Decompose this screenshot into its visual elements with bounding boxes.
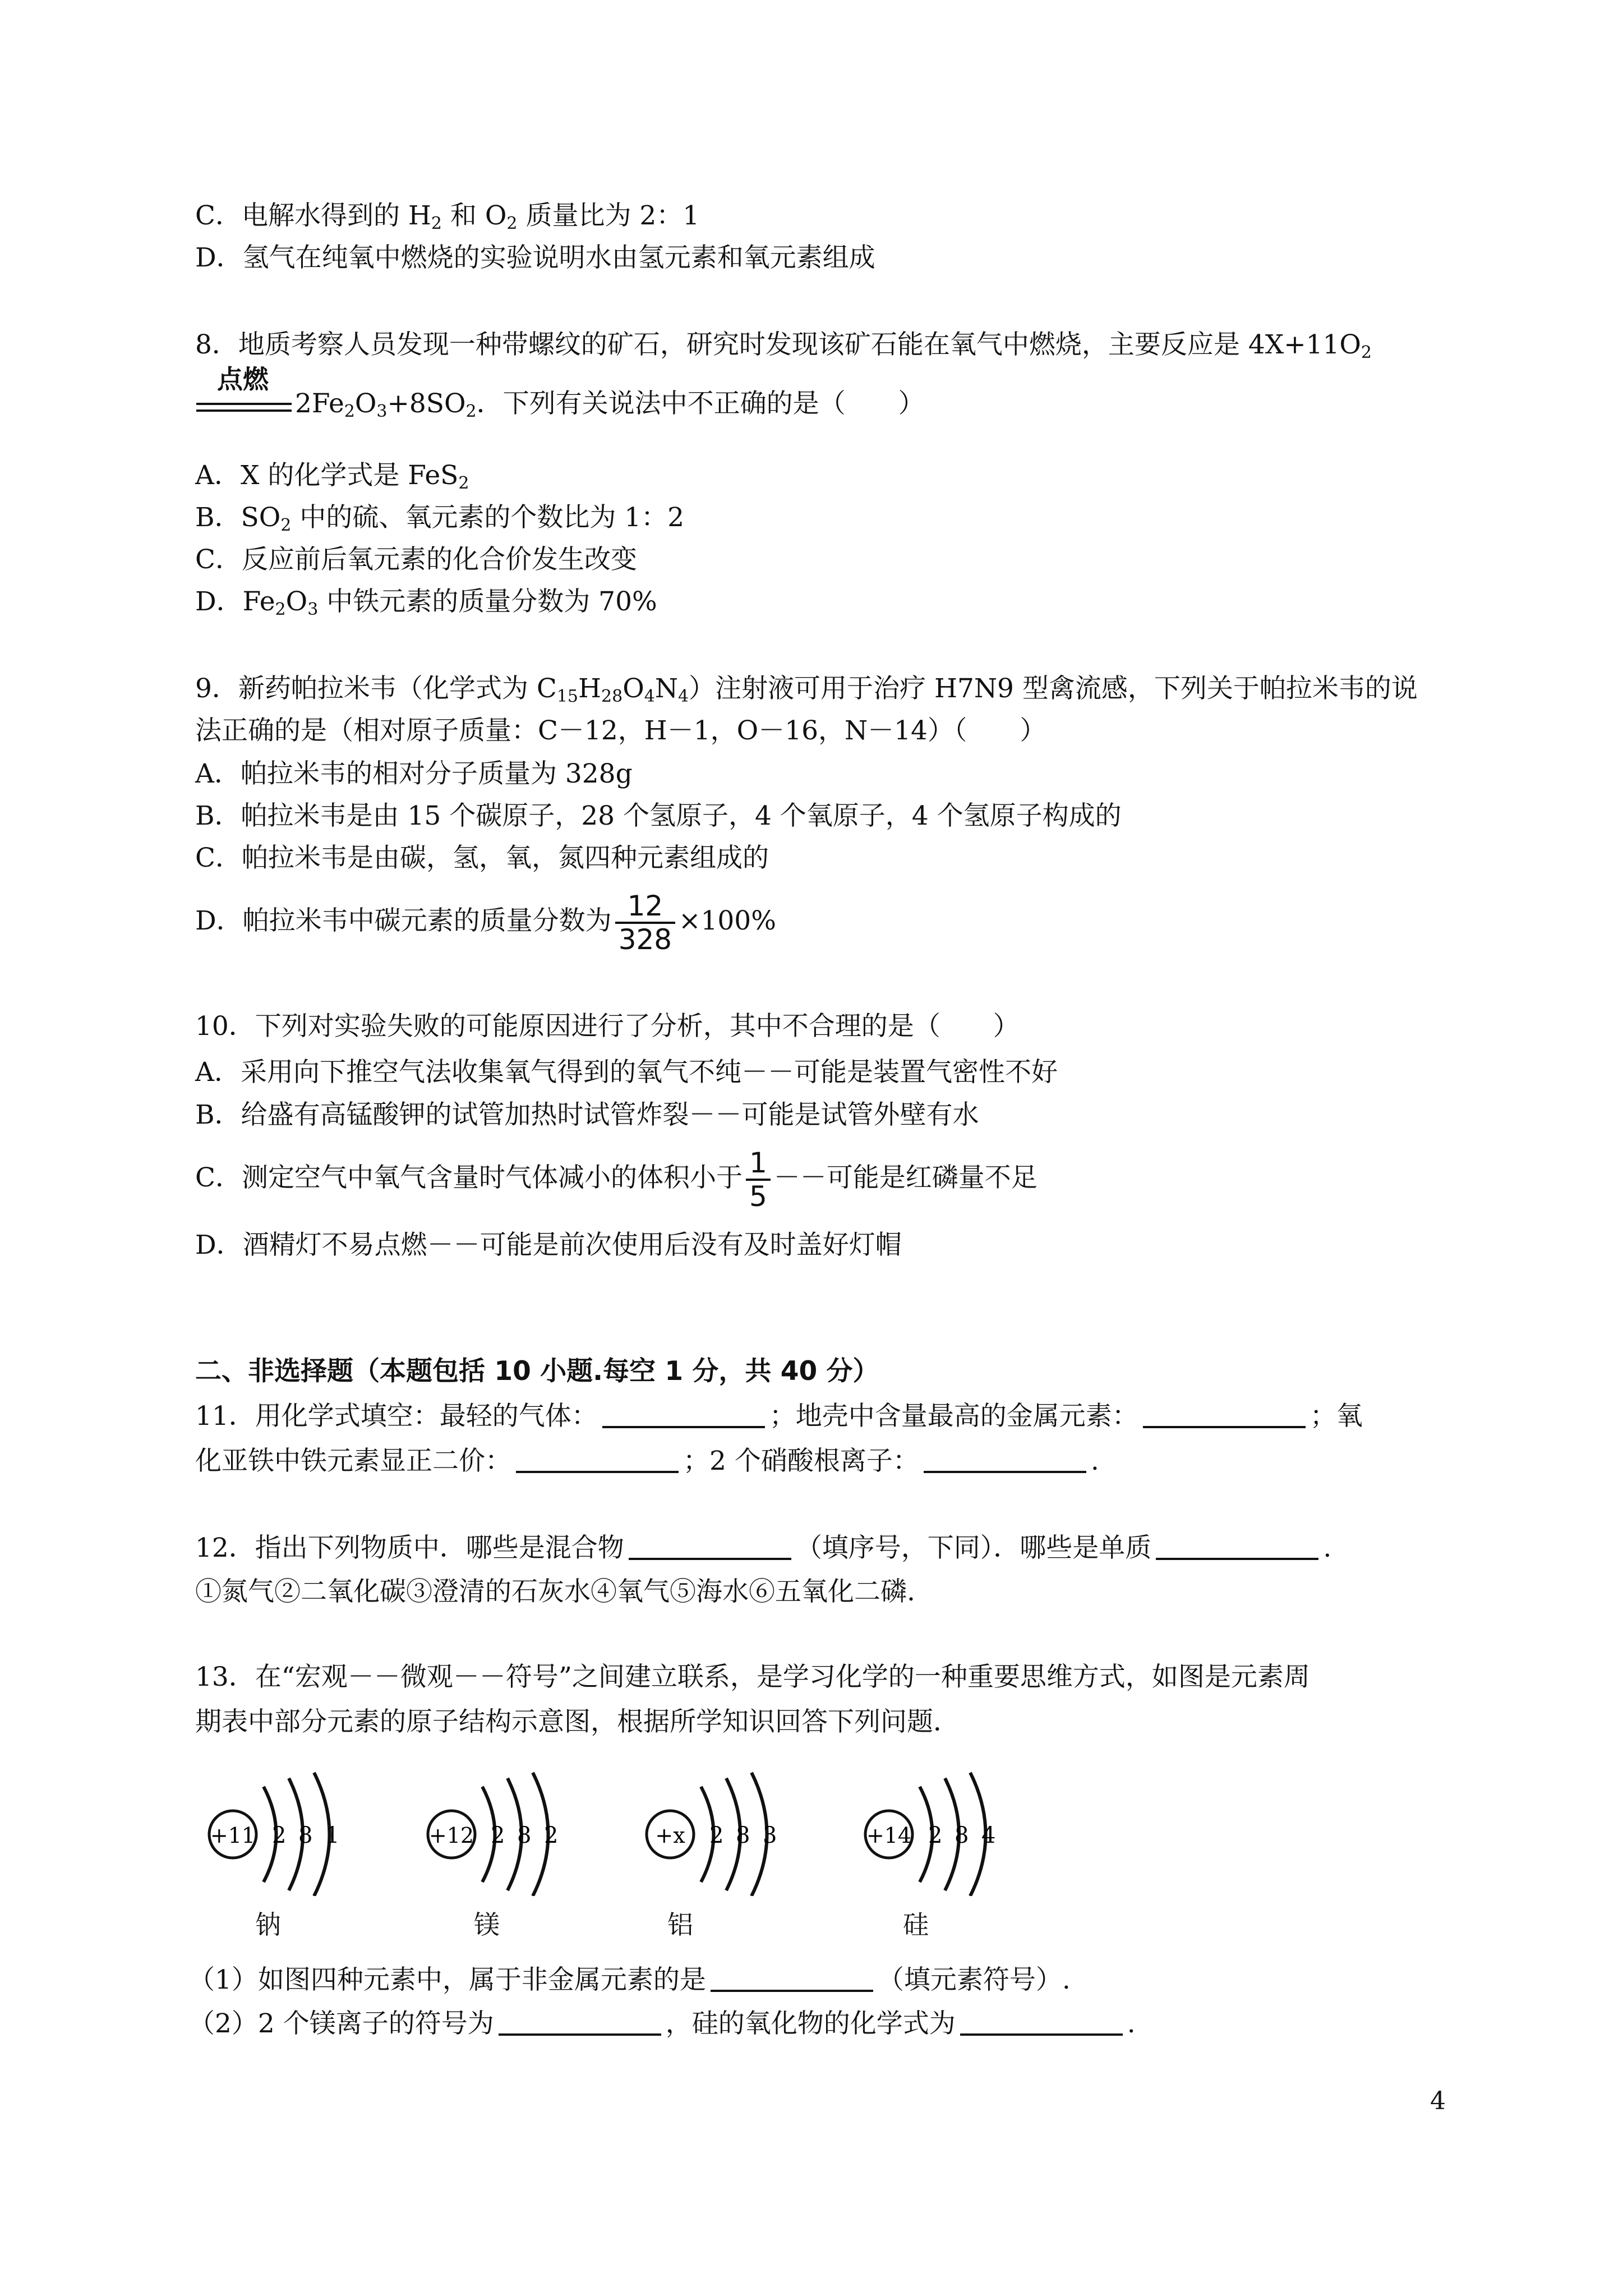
atom-name-sodium: 钠 [255,1910,281,1940]
atom-magnesium-diagram [428,1773,558,1896]
shell-electrons: 8 [736,1823,750,1848]
q12-line2: ①氮气②二氧化碳③澄清的石灰水④氧气⑤海水⑥五氧化二磷. [195,1576,915,1607]
q9-stem-line2: 法正确的是（相对原子质量：C－12，H－1，O－16，N－14）（ ） [195,715,1046,746]
atom-structure-diagrams [191,1761,1144,1896]
nucleus-charge: +x [655,1823,685,1848]
q9-option-d: D．帕拉米韦中碳元素的质量分数为 $\frac{12}{328}$ ×100% [195,890,776,956]
q10-option-b: B．给盛有高锰酸钾的试管加热时试管炸裂－－可能是试管外壁有水 [195,1099,979,1130]
q8-option-d: D．$Fe_2O_3$ 中铁元素的质量分数为 70% [195,586,657,619]
nucleus-charge: +11 [210,1823,256,1848]
q12-blank-2[interactable] [1156,1533,1318,1560]
atom-name-magnesium: 镁 [474,1910,500,1940]
q8-option-c: C．反应前后氧元素的化合价发生改变 [195,544,637,575]
shell-electrons: 2 [709,1823,724,1848]
atom-aluminum-diagram [647,1773,777,1896]
shell-electrons: 4 [981,1823,996,1848]
q10-fraction: $\frac{1}{5}$ [746,1147,771,1212]
q8-reaction-condition: 点燃 [217,364,269,394]
atom-silicon-diagram [865,1773,995,1896]
q8-option-b: B．$SO_2$ 中的硫、氧元素的个数比为 1：2 [195,502,685,535]
q11-blank-3[interactable] [516,1446,679,1473]
shell-electrons: 2 [491,1823,505,1848]
shell-electrons: 8 [517,1823,532,1848]
shell-electrons: 2 [928,1823,943,1848]
q13-blank-3[interactable] [960,2009,1123,2036]
q11-blank-4[interactable] [924,1446,1086,1473]
q11-line2: 化亚铁中铁元素显正二价： ；2 个硝酸根离子： . [195,1446,1099,1476]
q7-option-c: C．电解水得到的 $H_2$ 和 $O_2$ 质量比为 2：1 [195,200,700,233]
q12-line1: 12．指出下列物质中．哪些是混合物 （填序号，下同）．哪些是单质 . [195,1533,1332,1563]
q12-blank-1[interactable] [629,1533,791,1560]
q11-line1: 11．用化学式填空：最轻的气体： ；地壳中含量最高的金属元素： ；氧 [195,1401,1363,1432]
q13-stem-line1: 13．在“宏观－－微观－－符号”之间建立联系，是学习化学的一种重要思维方式，如图是元素周 [195,1662,1310,1692]
shell-electrons: 1 [325,1823,340,1848]
q9-option-b: B．帕拉米韦是由 15 个碳原子，28 个氢原子，4 个氧原子，4 个氢原子构成的 [195,800,1122,831]
shell-electrons: 2 [272,1823,287,1848]
q9-fraction: $\frac{12}{328}$ [615,890,675,955]
q11-blank-2[interactable] [1143,1401,1306,1428]
q7-option-d: D．氢气在纯氧中燃烧的实验说明水由氢元素和氧元素组成 [195,242,875,273]
q9-stem-line1: 9．新药帕拉米韦（化学式为 $C_{15}H_{28}O_4N_4$）注射液可用于治疗 H7N9 型禽流感，下列关于帕拉米韦的说 [195,673,1418,706]
section-2-title: 二、非选择题（本题包括 10 小题.每空 1 分，共 40 分） [195,1356,879,1387]
q10-option-d: D．酒精灯不易点燃－－可能是前次使用后没有及时盖好灯帽 [195,1230,902,1260]
atom-name-aluminum: 铝 [667,1910,693,1940]
q13-blank-2[interactable] [499,2009,661,2036]
atom-name-silicon: 硅 [903,1910,929,1940]
q13-subquestion-1: （1）如图四种元素中，属于非金属元素的是 （填元素符号）. [188,1964,1071,1995]
q13-subquestion-2: （2）2 个镁离子的符号为 ，硅的氧化物的化学式为 . [188,2008,1136,2039]
nucleus-charge: +12 [428,1823,474,1848]
q11-blank-1[interactable] [602,1401,765,1428]
q8-equation-bar-top [196,403,292,405]
nucleus-charge: +14 [866,1823,912,1848]
q8-stem-line1: 8．地质考察人员发现一种带螺纹的矿石，研究时发现该矿石能在氧气中燃烧，主要反应是 $4X+11O_2$ [195,329,1372,362]
q10-option-a: A．采用向下推空气法收集氧气得到的氧气不纯－－可能是装置气密性不好 [195,1057,1058,1088]
q8-equation-bar-bottom [196,409,292,412]
page-number: 4 [1430,2087,1446,2115]
q10-stem: 10．下列对实验失败的可能原因进行了分析，其中不合理的是（ ） [195,1011,1020,1042]
q10-option-c: C．测定空气中氧气含量时气体减小的体积小于 $\frac{1}{5}$ －－可能是红磷量不足 [195,1147,1038,1213]
shell-electrons: 2 [544,1823,559,1848]
q13-stem-line2: 期表中部分元素的原子结构示意图，根据所学知识回答下列问题． [195,1706,960,1737]
q8-option-a: A．X 的化学式是 FeS$_2$ [195,460,469,493]
shell-electrons: 8 [955,1823,969,1848]
shell-electrons: 8 [298,1823,313,1848]
q9-option-a: A．帕拉米韦的相对分子质量为 328g [195,758,633,789]
q8-stem-line2: $2Fe_2O_3+8SO_2$．下列有关说法中不正确的是（ ） [295,388,925,421]
shell-electrons: 3 [763,1823,777,1848]
atom-sodium-diagram [209,1773,339,1896]
q9-option-c: C．帕拉米韦是由碳，氢，氧，氮四种元素组成的 [195,843,769,873]
q13-blank-1[interactable] [711,1965,873,1992]
